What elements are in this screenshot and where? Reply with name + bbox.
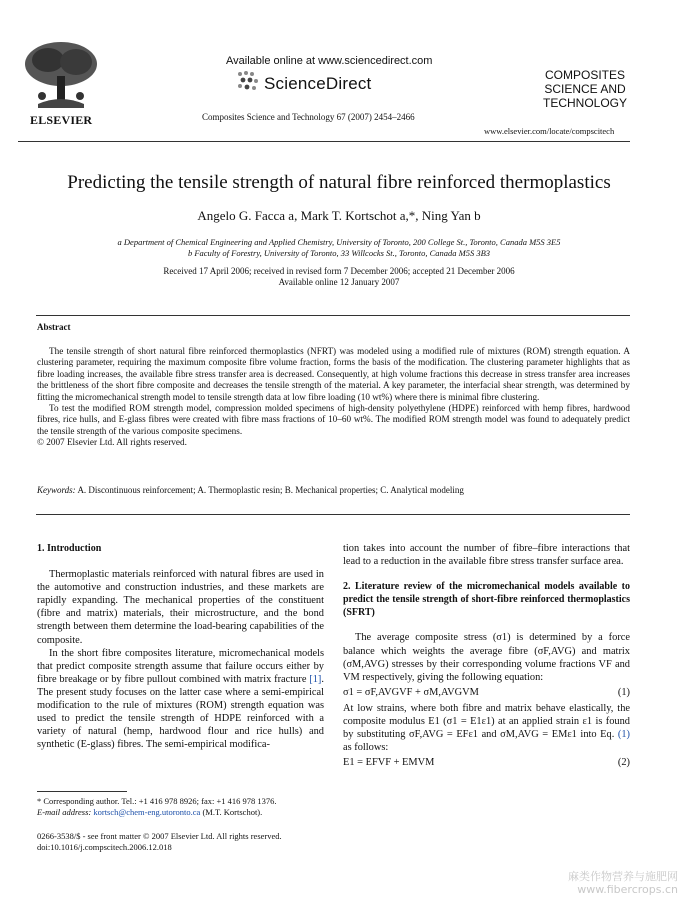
footnote	[37, 796, 324, 817]
abstract-paragraph: To test the modified ROM strength model, compression molded specimens of high-density polyethylene (HDPE) reinforced with hemp fibres, hardwood fibres, rice hulls, and E-glass fibres were created with fibre mass fractions of 10–60 wt%. The modified ROM strength model was found to adequately predict the tensile strength of the various composite specimens.	[37, 403, 630, 436]
section-heading: 2. Literature review of the micromechanical models available to predict the tensile strength of short-fibre reinforced thermoplastics (SFRT)	[343, 581, 630, 619]
author-list: Angelo G. Facca a, Mark T. Kortschot a,*, Ning Yan b	[197, 208, 481, 223]
title-divider	[36, 315, 630, 316]
body-paragraph: Thermoplastic materials reinforced with natural fibres are used in the automotive and construction industries, and these markets are rapidly expanding. The mechanical properties of the constituent (fibre and matrix) materials, their microstructure, and the bond strength between them determine the load-bearing capabilities of the composite.	[37, 569, 324, 646]
doi-line: doi:10.1016/j.compscitech.2006.12.018	[37, 842, 172, 853]
footnote-contact: * Corresponding author. Tel.: +1 416 978 8926; fax: +1 416 978 1376.	[37, 796, 277, 806]
section-heading: 1. Introduction	[37, 543, 102, 554]
keywords-text: A. Discontinuous reinforcement; A. Thermoplastic resin; B. Mechanical properties; C. Analytical modeling	[77, 485, 464, 495]
body-paragraph	[343, 702, 630, 754]
body-text: In the short fibre composites literature, micromechanical models that predict composite strength assume that failure occurs either by fibre breakage or by fibre pullout combined with matrix fracture	[37, 647, 324, 685]
sciencedirect-dots-icon	[236, 70, 260, 92]
abstract-paragraph: The tensile strength of short natural fibre reinforced thermoplastics (NFRT) was modeled using a modified rule of mixtures (ROM) strength equation. A clustering parameter, requiring the maximum composite fibre volume fraction, forms the basis of the modification. The clustering parameter highlights that as fibre loading increases, the available fibre stress transfer area is decreased. Consequently, at high volume fractions this decrease in stress transfer area increases the brittleness of the short fibre composite and decreases the tensile strength of the material. A key parameter, the interfacial shear strength, was determined by fitting the micromechanical strength model to tensile strength data at low fibre loading (10 wt%) where there is minimal fibre clustering.	[37, 346, 630, 402]
available-online-notice: Available online at www.sciencedirect.com	[226, 55, 433, 67]
paper-title: Predicting the tensile strength of natural fibre reinforced thermoplastics	[67, 172, 611, 193]
journal-name-line: SCIENCE AND	[544, 82, 626, 96]
watermark-line: www.fibercrops.cn	[577, 883, 678, 896]
watermark-line: 麻类作物营养与施肥网	[568, 870, 678, 883]
journal-name-line: COMPOSITES	[544, 68, 625, 82]
journal-name	[530, 68, 640, 110]
body-paragraph	[37, 647, 324, 752]
email-link[interactable]: kortsch@chem-eng.utoronto.ca	[93, 806, 201, 817]
body-text: At low strains, where both fibre and matrix behave elastically, the composite modulus E1 (σ1 = E1ε1) at an applied strain ε1 is found by substituting σF,AVG = EFε1 and σM,AVG = EMε1 into Eq.	[343, 702, 630, 741]
received-dates: Received 17 April 2006; received in revised form 7 December 2006; accepted 21 December 2006	[163, 266, 515, 276]
equation-number: (2)	[617, 757, 630, 769]
header-divider	[18, 141, 630, 142]
journal-url-link[interactable]: www.elsevier.com/locate/compscitech	[484, 126, 615, 136]
equation-1	[343, 686, 630, 699]
affiliation-a: a Department of Chemical Engineering and Applied Chemistry, University of Toronto, 200 College St., Toronto, Canada M5S 3E5	[117, 237, 561, 247]
online-date: Available online 12 January 2007	[278, 277, 400, 287]
publisher-name: ELSEVIER	[30, 113, 93, 127]
keywords	[37, 485, 630, 495]
footnote-divider	[37, 791, 127, 792]
journal-name-line: TECHNOLOGY	[542, 96, 627, 110]
equation-2	[343, 756, 630, 769]
body-paragraph: tion takes into account the number of fibre–fibre interactions that lead to a reduction in the available fibre stress transfer surface area.	[343, 543, 630, 568]
equation-text: E1 = EFVF + EMVM	[343, 757, 435, 769]
site-watermark	[468, 870, 678, 896]
abstract-divider	[36, 514, 630, 515]
abstract-heading: Abstract	[37, 322, 71, 332]
equation-number: (1)	[617, 686, 630, 698]
equation-text: σ1 = σF,AVGVF + σM,AVGVM	[343, 686, 479, 698]
keywords-label: Keywords:	[37, 485, 76, 495]
email-tail: (M.T. Kortschot).	[200, 806, 263, 817]
left-column	[37, 542, 324, 751]
equation-reference-link[interactable]: (1)	[617, 729, 630, 741]
journal-citation: Composites Science and Technology 67 (2007) 2454–2466	[202, 112, 415, 122]
reference-link[interactable]: [1]	[309, 673, 322, 685]
abstract-copyright: © 2007 Elsevier Ltd. All rights reserved.	[37, 437, 187, 448]
abstract-body	[37, 346, 630, 449]
right-column	[343, 542, 630, 772]
body-text: as follows:	[343, 742, 389, 754]
affiliation-b: b Faculty of Forestry, University of Toronto, 33 Willcocks St., Toronto, Canada M5S 3B3	[187, 248, 491, 258]
issn-doi	[37, 831, 327, 853]
issn-line: 0266-3538/$ - see front matter © 2007 Elsevier Ltd. All rights reserved.	[37, 831, 282, 841]
email-label: E-mail address:	[37, 806, 94, 817]
footnote-email	[37, 807, 324, 818]
body-paragraph: The average composite stress (σ1) is determined by a force balance which weights the average fibre (σF,AVG) and matrix (σM,AVG) stresses by their corresponding volume fractions VF and VM respectively, giving the following equation:	[343, 632, 630, 683]
body-text: . The present study focuses on the latter case where a semi-empirical modification to the rule of mixtures (ROM) strength equation was used to predict the tensile strength of HDPE reinforced with a variety of natural (hemp, hardwood flour and rice hulls) and synthetic (E-glass) fibres. The semi-empirical modifica-	[37, 673, 324, 751]
elsevier-tree-logo	[18, 38, 104, 114]
sciencedirect-wordmark: ScienceDirect	[264, 74, 372, 93]
